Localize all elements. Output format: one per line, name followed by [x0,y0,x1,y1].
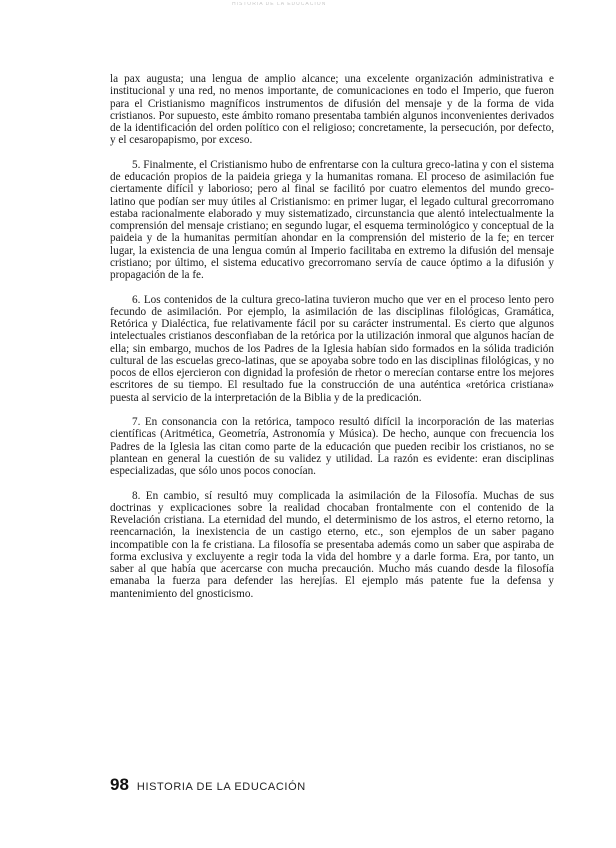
page-number: 98 [110,775,129,794]
paragraph-spacer [110,404,554,416]
running-head-text: HISTORIA DE LA EDUCACIÓN [232,2,327,6]
paragraph-7: 7. En consonancia con la retórica, tampoco resultó difícil la incorporación de las materias científicas (Aritmética, Geometría, Astronomía y Música). De hecho, aunque con frecuencia los Padres de la Iglesia las citan como parte de la educación que pueden recibir los cristianos, no se plantean en general la cuestión de su validez y utilidad. La razón es evidente: eran disciplinas especializadas, que sólo unos pocos conocían. [110,416,554,477]
running-head [232,2,482,6]
page-footer [110,775,306,795]
paragraph-4-continuation: la pax augusta; una lengua de amplio alcance; una excelente organización administrativa e institucional y una red, no menos importante, de comunicaciones en todo el Imperio, que fueron para el Cristianismo magníficos instrumentos de difusión del mensaje y de la forma de vida cristianos. Por supuesto, este ámbito romano presentaba también algunos inconvenientes derivados de la identificación del orden político con el religioso; concretamente, la persecución, por defecto, y el cesaropapismo, por exceso. [110,73,554,147]
paragraph-6: 6. Los contenidos de la cultura greco-latina tuvieron mucho que ver en el proceso lento pero fecundo de asimilación. Por ejemplo, la asimilación de las disciplinas filológicas, Gramática, Retórica y Dialéctica, fue relativamente fácil por su carácter instrumental. Es cierto que algunos intelectuales cristianos desconfiaban de la retórica por la utilización inmoral que algunos hacían de ella; sin embargo, muchos de los Padres de la Iglesia habían sido formados en la sólida tradición cultural de las escuelas greco-latinas, que se apoyaba sobre todo en las disciplinas filológicas, y no pocos de ellos ejercieron con dignidad la profesión de rhetor o merecían contarse entre los mejores escritores de su tiempo. El resultado fue la construcción de una auténtica «retórica cristiana» puesta al servicio de la interpretación de la Biblia y de la predicación. [110,293,554,404]
paragraph-spacer [110,477,554,489]
paragraph-5: 5. Finalmente, el Cristianismo hubo de enfrentarse con la cultura greco-latina y con el sistema de educación propios de la paideia griega y la humanitas romana. El proceso de asimilación fue ciertamente difícil y laborioso; pero al final se facilitó por cuatro elementos del mundo greco-latino que podían ser muy útiles al Cristianismo: en primer lugar, el legado cultural grecorromano estaba racionalmente elaborado y muy sistematizado, circunstancia que alentó intelectualmente la comprensión del mensaje cristiano; en segundo lugar, el esquema terminológico y conceptual de la paideia y de la humanitas permitían ahondar en la comprensión del misterio de la fe; en tercer lugar, la existencia de una lengua común al Imperio facilitaba en extremo la difusión del mensaje cristiano; por último, el sistema educativo grecorromano servía de cauce óptimo a la difusión y propagación de la fe. [110,158,554,281]
book-title: HISTORIA DE LA EDUCACIÓN [136,781,306,793]
paragraph-spacer [110,147,554,159]
body-text [110,73,554,600]
paragraph-8: 8. En cambio, sí resultó muy complicada la asimilación de la Filosofía. Muchas de sus doctrinas y explicaciones sobre la realidad chocaban frontalmente con el contenido de la Revelación cristiana. La eternidad del mundo, el determinismo de los astros, el eterno retorno, la reencarnación, la inexistencia de un castigo eterno, etc., son ejemplos de un saber pagano incompatible con la fe cristiana. La filosofía se presentaba además como un saber que aspiraba de forma exclusiva y excluyente a regir toda la vida del hombre y a darle forma. Era, por tanto, un saber al que había que acercarse con mucha precaución. Mucho más cuando desde la filosofía emanaba la fuerza para defender las herejías. El ejemplo más patente fue la defensa y mantenimiento del gnosticismo. [110,489,554,600]
